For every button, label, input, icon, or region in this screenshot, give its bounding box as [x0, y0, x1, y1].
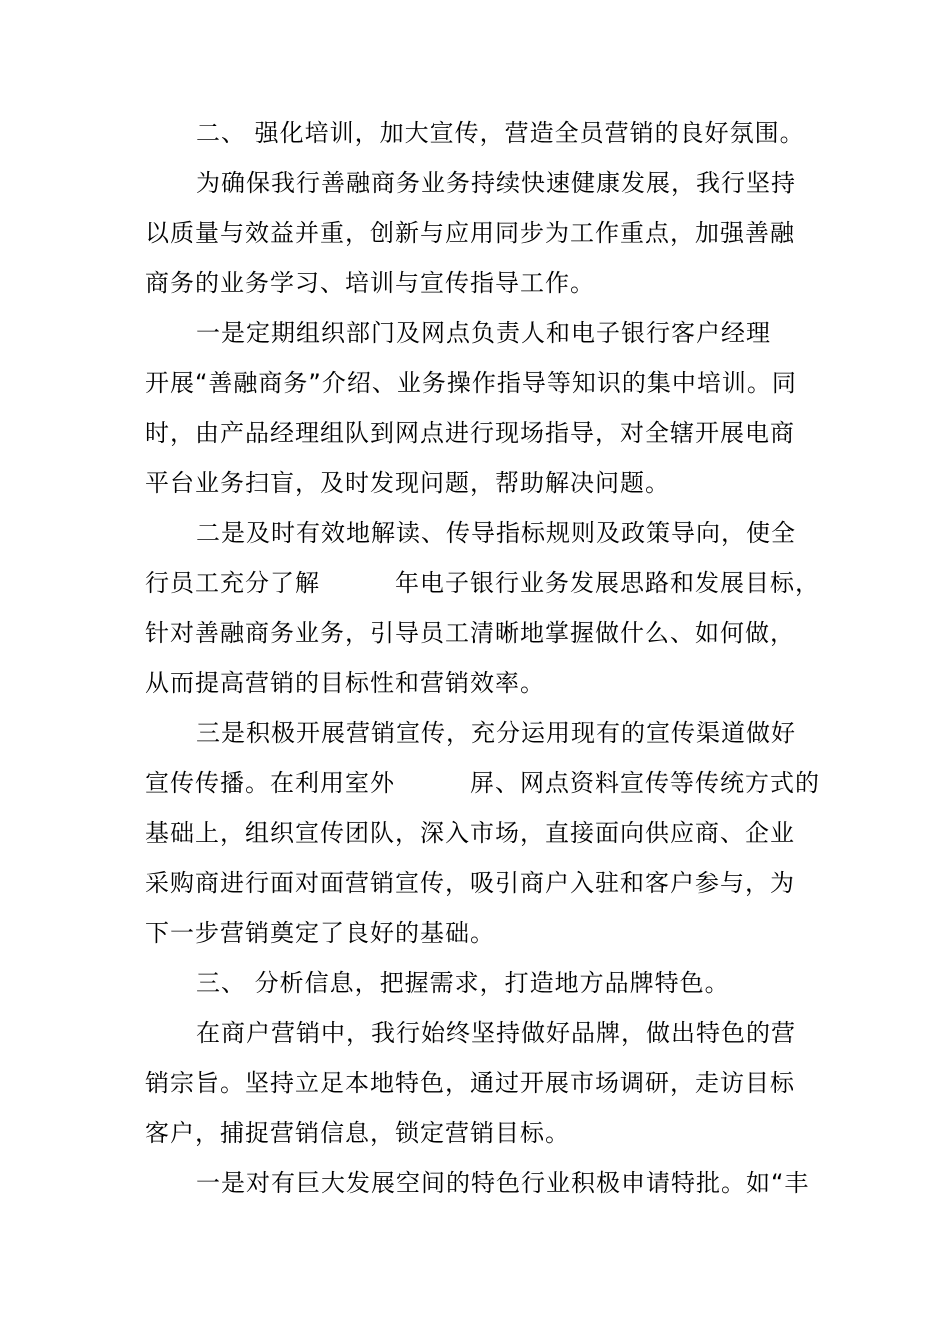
paragraph-line: 为确保我行善融商务业务持续快速健康发展，我行坚持	[196, 169, 796, 197]
paragraph-line: 采购商进行面对面营销宣传，吸引商户入驻和客户参与，为	[145, 869, 795, 897]
paragraph-line: 商务的业务学习、培训与宣传指导工作。	[145, 269, 595, 297]
paragraph-line: 行员工充分了解 年电子银行业务发展思路和发展目标，	[145, 569, 820, 597]
paragraph-line: 三是积极开展营销宣传，充分运用现有的宣传渠道做好	[196, 719, 796, 747]
paragraph-line: 客户，捕捉营销信息，锁定营销目标。	[145, 1119, 570, 1147]
paragraph-line: 在商户营销中，我行始终坚持做好品牌，做出特色的营	[196, 1019, 796, 1047]
paragraph-line: 基础上，组织宣传团队，深入市场，直接面向供应商、企业	[145, 819, 795, 847]
paragraph-line: 平台业务扫盲，及时发现问题，帮助解决问题。	[145, 469, 670, 497]
section-heading-3: 三、 分析信息，把握需求，打造地方品牌特色。	[196, 969, 730, 997]
paragraph-line: 二是及时有效地解读、传导指标规则及政策导向，使全	[196, 519, 796, 547]
paragraph-line: 宣传传播。在利用室外 屏、网点资料宣传等传统方式的	[145, 769, 820, 797]
paragraph-line: 销宗旨。坚持立足本地特色，通过开展市场调研，走访目标	[145, 1069, 795, 1097]
paragraph-line: 时，由产品经理组队到网点进行现场指导，对全辖开展电商	[145, 419, 795, 447]
paragraph-line: 一是定期组织部门及网点负责人和电子银行客户经理	[196, 319, 771, 347]
section-heading-2: 二、 强化培训，加大宣传，营造全员营销的良好氛围。	[196, 119, 805, 147]
paragraph-line: 从而提高营销的目标性和营销效率。	[145, 669, 545, 697]
paragraph-line: 开展“善融商务”介绍、业务操作指导等知识的集中培训。同	[145, 369, 797, 397]
paragraph-line: 以质量与效益并重，创新与应用同步为工作重点，加强善融	[145, 219, 795, 247]
paragraph-line: 下一步营销奠定了良好的基础。	[145, 919, 495, 947]
paragraph-line: 针对善融商务业务，引导员工清晰地掌握做什么、如何做，	[145, 619, 795, 647]
paragraph-line: 一是对有巨大发展空间的特色行业积极申请特批。如“丰	[196, 1169, 810, 1197]
